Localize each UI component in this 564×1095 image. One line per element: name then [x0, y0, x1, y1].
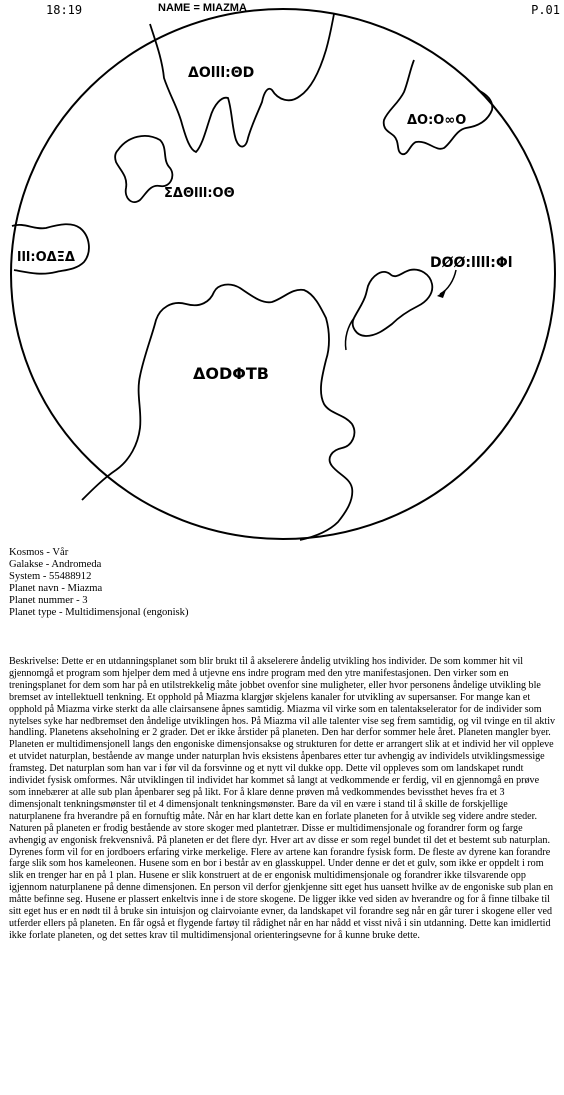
- info-planet-type: Planet type - Multidimensjonal (engonisk): [9, 606, 189, 618]
- map-label-marker: DØØ:llll:Φl: [430, 255, 513, 271]
- continent-northeast: [384, 60, 493, 154]
- coast-west: [12, 224, 89, 273]
- info-kosmos: Kosmos - Vår: [9, 547, 69, 558]
- marker-arrow: [440, 270, 456, 294]
- header-page-number: P.01: [531, 3, 560, 17]
- info-galakse: Galakse - Andromeda: [9, 558, 102, 570]
- info-planet-nummer: Planet nummer - 3: [9, 594, 88, 606]
- continent-south: [82, 285, 354, 540]
- map-label-northeast: ΔΟ:Ο∞Ο: [407, 113, 467, 128]
- island-east: [353, 270, 433, 336]
- info-system: System - 55488912: [9, 570, 92, 582]
- map-label-west: lll:ΟΔΞΔ: [17, 250, 75, 265]
- info-planet-navn: Planet navn - Miazma: [9, 582, 103, 594]
- planet-outline: [11, 9, 555, 539]
- planet-map: [0, 0, 564, 545]
- map-label-south: ΔΟDΦΤB: [193, 364, 269, 383]
- continent-north: [150, 14, 334, 152]
- planet-description: Beskrivelse: Dette er en utdanningsplanet som blir brukt til å akselerere åndelig utvikling hos individer. De som kommer hit vil gjennomgå et program som hjelper dem med å utjevne ens indre program med den ytre manifestasjonen. Den virker som en treningsplanet for dem som har på en utilstrekkelig måte jobbet ovenfor sine muligheter, eller hvor personens åndelige utvikling ble bremset av intellektuell tenkning. Et opphold på Miazma klargjør skjelens kanaler for utvikling av supersanser. For mange kan et opphold på Miazma virke sterkt da alle clairsansene åpnes samtidig. Miazma vil virke som en talentakselerator for de individer som nytelses syke har nedbremset den åndelige utviklingen hos. På Miazma vil alle talenter vise seg frem samtidig, og vil tvinge en til aktiv handling. Planetens akseholning er 2 grader. Det er ikke årstider på planeten. Den har derfor sommer hele året. Planeten mangler byer. Planeten er multidimensjonell langs den engoniske dimensjonsakse og strukturen for dette er arrangert slik at et individ her vil oppleve et utvidet naturplan, bestående av mange under naturplan hvis eksistens åpenbares etter tur avhengig av individels utviklingsmessige framsteg. Det naturplan som han var i før vil da forsvinne og et nytt vil dukke opp. Dette vil oppleves som om landskapet rundt individet fysisk omformes. Når utviklingen til individet har kommet så langt at vedkommende er ferdig, vil en gjennomgå en prøve som innebærer at alle sub plan åpenbarer seg på likt. For å klare denne prøven må vedkommendes bevissthet heves fra et 3 dimensjonalt tenkningsmønster til et 4 dimensjonalt tenkningsmønster. Bare da vil en være i stand til å skille de forskjellige naturplanene fra hverandre på en fornuftig måte. Når en har klart dette kan en forlate planeten for å utvikle seg videre andre steder. Naturen på planeten er frodig bestående av store skoger med plantetrær. Disse er multidimensjonale og forandrer form og farge avhengig av engonisk frekvensnivå. På planeten er det flere dyr. Hver art av disse er som regel bundet til det et bestemt sub naturplan. Dyrenes form vil for en jordboers erfaring virke merkelige. Flere av artene kan forandre fysisk form. De fleste av dyrene kan forandre farge slik som hos kameleonen. Husene som en bor i består av en glasskuppel. Under denne er det et gulv, som ikke er oppdelt i rom slik en trenger har en på 1 plan. Husene er slik konstruert at de er engonisk multidimensjonale og forandrer ikke tilsvarende opp igjennom naturplanene på denne dimensjonen. En person vil derfor gjenkjenne sitt eget hus uansett hvilke av de engoniske sub plan en måtte befinne seg. Husene er plassert enkeltvis inne i de store skogene. De ligger ikke ved siden av hverandre og for å finne tilbake til sitt eget hus er en nødt til å bruke sin intuisjon og clairvoiante evner, da landskapet vil forandre seg når en går turer i skogene eller ved utferder ellers på planeten. En får også et flygende fartøy til rådighet når en har nådd et visst nivå i sin utdanning. Dette kan imidlertid ikke forlate planeten, og det settes krav til multidimensjonal orienteringsevne for å kunne bruke dette.: [9, 656, 556, 941]
- header-time: 18:19: [46, 3, 83, 17]
- header-name: NAME = MIAZMA: [158, 2, 247, 14]
- planet-info: [9, 547, 188, 618]
- map-label-north: ΔΟlll:ΘD: [188, 65, 255, 81]
- map-label-center-north: ΣΔΘlll:ΟΘ: [164, 186, 235, 201]
- marker-arrowhead: [437, 290, 446, 298]
